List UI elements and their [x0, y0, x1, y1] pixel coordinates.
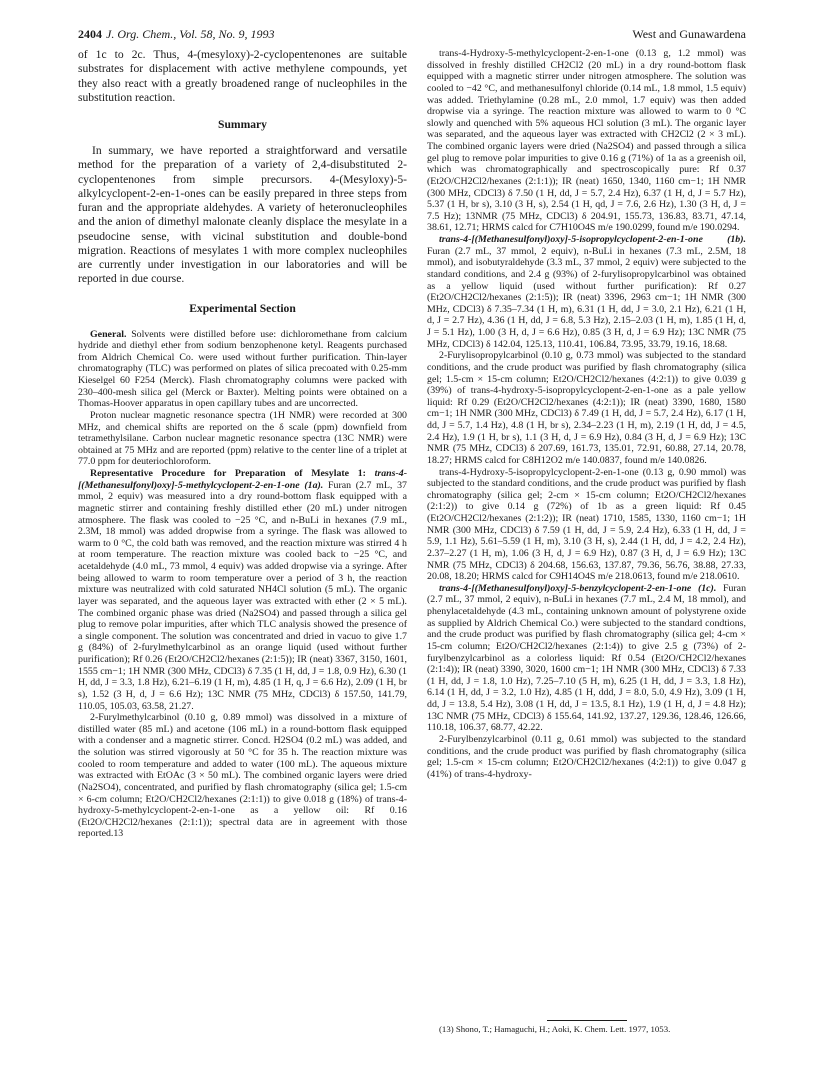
furylisopropylcarbinol-paragraph: 2-Furylisopropylcarbinol (0.10 g, 0.73 mmol) was subjected to the standard conditions, and the crude product was purified by flash chromatography (silica gel; 1.5-cm × 15-cm column; Et2O/CH2Cl2/hexanes (4:2:1)) to give 0.039 g (39%) of trans-4-hydroxy-5-isopropylcyclopent-2-en-1-one as a pale yellow liquid: Rf 0.29 (Et2O/CH2Cl2/hexanes (4:2:1)); IR (neat) 3390, 1680, 1580 cm−1; 1H NMR (300 MHz, CDCl3) δ 7.49 (1 H, dd, J = 5.7, 2.4 Hz), 6.17 (1 H, dd, J = 5.7, 1.4 Hz), 4.8 (1 H, br s), 2.34–2.23 (1 H, m), 2.19 (1 H, dd, J = 4.5, 2.4 Hz), 1.9 (1 H, br s), 1.1 (3 H, d, J = 6.9 Hz), 0.84 (3 H, d, J = 6.9 Hz); 13C NMR (75 MHz, CDCl3) δ 207.69, 161.73, 135.01, 72.91, 60.88, 27.14, 20.78, 18.27; HRMS calcd for C8H12O2 m/e 140.0837, found m/e 140.0826.: [427, 350, 746, 466]
running-header-authors: West and Gunawardena: [632, 27, 746, 41]
journal-citation: J. Org. Chem., Vol. 58, No. 9, 1993: [106, 27, 275, 41]
footnote-13: (13) Shono, T.; Hamaguchi, H.; Aoki, K. Chem. Lett. 1977, 1053.: [439, 1024, 671, 1034]
representative-procedure-paragraph: [78, 468, 407, 712]
representative-procedure-text: Furan (2.7 mL, 37 mmol, 2 equiv) was measured into a dry round-bottom flask equipped with a magnetic stirrer and containing freshly distilled ether (20 mL) under nitrogen atmosphere. The flask was cooled to −25 °C, and n-BuLi in hexanes (7.9 mL, 2.3M, 18 mmol) was added dropwise from a syringe. The flask was allowed to warm to 0 °C, the cold bath was removed, and the reaction mixture was stirred 4 h at room temperature. The reaction mixture was cooled back to −25 °C, and acetaldehyde (4.0 mL, 73 mmol, 4 equiv) was added dropwise via a syringe. After being allowed to warm to room temperature over a period of 3 h, the reaction mixture was neutralized with cold saturated NH4Cl solution (5 mL). The organic layer was separated, and the aqueous layer was extracted with ether (2 × 5 mL). The combined organic phase was dried (Na2SO4) and passed through a silica gel plug to remove polar impurities, after which TLC analysis showed the presence of a single component. The solution was concentrated and dried in vacuo to give 1.7 g (84%) of 2-furylmethylcarbinol as an orange liquid (used without further purification); Rf 0.26 (Et2O/CH2Cl2/hexanes (2:1:5)); IR (neat) 3367, 3150, 1601, 1555 cm−1; 1H NMR (300 MHz, CDCl3) δ 7.35 (1 H, dd, J = 1.8, 0.9 Hz), 6.30 (1 H, dd, J = 3.3, 1.8 Hz), 6.21–6.19 (1 H, m), 4.85 (1 H, q, J = 6.6 Hz), 2.09 (1 H, br s), 1.52 (3 H, d, J = 6.6 Hz); 13C NMR (75 MHz, CDCl3) δ 157.50, 141.79, 110.05, 105.03, 63.58, 21.27.: [78, 479, 407, 712]
compound-1b-paragraph: [427, 234, 746, 350]
furylbenzylcarbinol-paragraph: 2-Furylbenzylcarbinol (0.11 g, 0.61 mmol) was subjected to the standard conditions, and the crude product was purified by flash chromatography (silica gel; 1.5-cm × 15-cm column; Et2O/CH2Cl2/hexanes (4:2:1)) to give 0.047 g (41%) of trans-4-hydroxy-: [427, 733, 746, 780]
right-column: [427, 48, 746, 780]
running-header-left: [78, 26, 275, 42]
compound-1b-name: trans-4-[(Methanesulfonyl)oxy]-5-isopropylcyclopent-2-en-1-one (1b).: [439, 234, 746, 245]
general-text: Solvents were distilled before use: dichloromethane from calcium hydride and diethyl ether from sodium benzophenone ketyl. Reagents purchased from Aldrich Chemical Co. were used without further purification. Thin-layer chromatography (TLC) was performed on plates of silica precoated with 0.25-mm Kieselgel 60 F254 (Merck). Flash chromatography columns were packed with 230–400-mesh silica gel (Merck or Baxter). Melting points were obtained on a Thomas-Hoover apparatus in open capillary tubes and are uncorrected.: [78, 328, 407, 410]
summary-paragraph: In summary, we have reported a straightforward and versatile method for the preparation of a variety of 2,4-disubstituted 2-cyclopentenones from simple precursors. 4-(Mesyloxy)-5-alkylcyclopent-2-en-1-ones can be easily prepared in three steps from furan and the appropriate aldehydes. A variety of heteronucleophiles and the anion of dimethyl malonate cleanly displace the mesylate in a pseudocine sense, with vicinal substitution and double-bond migration. Reactions of mesylates 1 with more complex nucleophiles are currently under investigation in our laboratories and will be reported in due course.: [78, 144, 407, 286]
mesylation-1b-paragraph: trans-4-Hydroxy-5-isopropylcyclopent-2-en-1-one (0.13 g, 0.90 mmol) was subjected to the standard conditions, and the crude product was purified by flash chromatography (silica gel; 2-cm × 15-cm column; Et2O/CH2Cl2/hexanes (2:1:2)) to give 0.14 g (72%) of 1b as a green liquid: Rf 0.45 (Et2O/CH2Cl2/hexanes (2:1:2)); IR (neat) 1710, 1585, 1330, 1160 cm−1; 1H NMR (300 MHz, CDCl3) δ 7.59 (1 H, dd, J = 5.9, 2.4 Hz), 6.33 (1 H, dd, J = 5.9, 1.1 Hz), 5.61–5.59 (1 H, m), 3.10 (3 H, s), 2.44 (1 H, dd, J = 4.2, 2.4 Hz), 2.37–2.27 (1 H, m), 1.06 (3 H, d, J = 6.9 Hz), 0.87 (3 H, d, J = 6.9 Hz); 13C NMR (75 MHz, CDCl3) δ 204.68, 156.63, 137.87, 79.36, 56.76, 38.88, 27.33, 20.08, 18.20; HRMS calcd for C9H14O4S m/e 218.0613, found m/e 218.0610.: [427, 466, 746, 583]
compound-1c-name: trans-4-[(Methanesulfonyl)oxy]-5-benzylcyclopent-2-en-1-one (1c).: [439, 582, 717, 594]
general-paragraph: [78, 329, 407, 410]
nmr-paragraph: Proton nuclear magnetic resonance spectra (1H NMR) were recorded at 300 MHz, and chemical shifts are reported on the δ scale (ppm) downfield from tetramethylsilane. Carbon nuclear magnetic resonance spectra (13C NMR) were obtained at 75 MHz and are reported (ppm) relative to the center line of a triplet at 77.0 ppm for deuteriochloroform.: [78, 409, 407, 468]
compound-1c-paragraph: [427, 583, 746, 734]
general-label: General.: [90, 328, 127, 340]
intro-paragraph: of 1c to 2c. Thus, 4-(mesyloxy)-2-cyclopentenones are suitable substrates for displacement with active methylene compounds, yet they also react with a greatly broadened range of nucleophiles in the substitution reaction.: [78, 48, 407, 104]
compound-1b-text: Furan (2.7 mL, 37 mmol, 2 equiv), n-BuLi in hexanes (7.3 mL, 2.5M, 18 mmol), and isobutyraldehyde (3.3 mL, 37 mmol, 2 equiv) were subjected to the standard conditions, and 2.4 g (93%) of 2-furylisopropylcarbinol was obtained as a yellow liquid (used without further purification): Rf 0.27 (Et2O/CH2Cl2/hexanes (2:1:5)); IR (neat) 3396, 2963 cm−1; 1H NMR (300 MHz, CDCl3) δ 7.35–7.34 (1 H, m), 6.31 (1 H, dd, J = 3.0, 2.1 Hz), 6.21 (1 H, d, J = 2.7 Hz), 4.36 (1 H, dd, J = 6.8, 5.3 Hz), 2.15–2.03 (1 H, m), 1.85 (1 H, d, J = 5.1 Hz), 1.00 (3 H, d, J = 6.6 Hz), 0.85 (3 H, d, J = 6.9 Hz); 13C NMR (75 MHz, CDCl3) δ 142.04, 125.13, 110.41, 106.84, 73.95, 33.79, 19.16, 18.68.: [427, 245, 746, 350]
representative-procedure-label: Representative Procedure for Preparation of Mesylate 1:: [90, 468, 366, 479]
compound-1c-text: Furan (2.7 mL, 37 mmol, 2 equiv), n-BuLi in hexanes (7.7 mL, 2.4 M, 18 mmol), and phenylacetaldehyde (4.3 mL, containing unknown amount of polystyrene oxide as supplied by Aldrich Chemical Co.) were subjected to the standard condtions, and the crude product was purified by flash chromatography (silica gel; 4-cm × 15-cm column; Et2O/CH2Cl2/hexanes (2:1:4)) to give 2.5 g (73%) of 2-furylbenzylcarbinol as a colorless liquid: Rf 0.54 (Et2O/CH2Cl2/hexanes (2:1:4)); IR (neat) 3390, 3020, 1600 cm−1; 1H NMR (300 MHz, CDCl3) δ 7.33 (1 H, dd, J = 1.8, 1.0 Hz), 7.25–7.10 (5 H, m), 6.25 (1 H, dd, J = 3.3, 1.8 Hz), 6.14 (1 H, dd, J = 3.2, 1.0 Hz), 4.85 (1 H, ddd, J = 8.0, 5.0, 4.9 Hz), 3.09 (1 H, dd, J = 13.8, 5.4 Hz), 3.08 (1 H, dd, J = 13.5, 8.1 Hz), 1.9 (1 H, d, J = 4.8 Hz); 13C NMR (75 MHz, CDCl3) δ 155.64, 141.92, 137.27, 129.36, 128.46, 126.66, 110.18, 106.37, 68.77, 42.22.: [427, 582, 747, 734]
page-number: 2404: [78, 27, 102, 41]
compound-1a-name: trans-4-[(Methanesulfonyl)oxy]-5-methylcyclopent-2-en-1-one (1a).: [78, 468, 408, 491]
furylmethylcarbinol-paragraph: 2-Furylmethylcarbinol (0.10 g, 0.89 mmol) was dissolved in a mixture of distilled water (85 mL) and acetone (106 mL) in a round-bottom flask equipped with a condenser and a magnetic stirrer. Concd. H2SO4 (0.2 mL) was added, and the solution was stirred vigorously at 50 °C for 35 h. The reaction mixture was cooled to room temperature and added to water (100 mL). The aqueous mixture was extracted with EtOAc (3 × 50 mL). The combined organic layers were dried (Na2SO4), concentrated, and purified by flash chromatography (silica gel; 1.5-cm × 6-cm column; Et2O/CH2Cl2/hexanes (2:1:1)) to give 0.018 g (18%) of trans-4-hydroxy-5-methylcyclopent-2-en-1-one as a yellow oil: Rf 0.16 (Et2O/CH2Cl2/hexanes (2:1:1)); spectral data are in agreement with those reported.13: [78, 712, 407, 840]
left-column: [78, 48, 407, 840]
summary-heading: Summary: [218, 118, 267, 131]
mesylation-1a-paragraph: trans-4-Hydroxy-5-methylcyclopent-2-en-1-one (0.13 g, 1.2 mmol) was dissolved in freshly distilled CH2Cl2 (20 mL) in a dry round-bottom flask equipped with a magnetic stirrer under nitrogen atmosphere. The solution was cooled to −42 °C, and methanesulfonyl chloride (0.14 mL, 1.8 mmol, 1.5 equiv) was added. Triethylamine (0.28 mL, 2.0 mmol, 1.7 equiv) was then added dropwise via a syringe. The reaction mixture was allowed to warm to 0 °C slowly and quenched with 5% aqueous HCl solution (3 mL). The organic layer was separated, and the aqueous layer was extracted with CH2Cl2 (2 × 3 mL). The combined organic layers were dried (Na2SO4) and passed through a silica gel plug to remove polar impurities to give 0.16 g (71%) of 1a as a greenish oil, which was chromatographically and spectroscopically pure: Rf 0.37 (Et2O/CH2Cl2/hexanes (2:1:1)); IR (neat) 1650, 1340, 1160 cm−1; 1H NMR (300 MHz, CDCl3) δ 7.50 (1 H, dd, J = 5.7, 2.4 Hz), 6.37 (1 H, d, J = 5.7 Hz), 5.37 (1 H, br s), 3.10 (3 H, s), 2.54 (1 H, qd, J = 7.6, 2.6 Hz), 1.30 (3 H, d, J = 7.5 Hz); 13NMR (75 MHz, CDCl3) δ 204.91, 155.73, 136.83, 83.71, 47.14, 38.61, 12.71; HRMS calcd for C7H10O4S m/e 190.0299, found m/e 190.0294.: [427, 48, 746, 234]
footnote-divider: [547, 1020, 627, 1021]
running-header: [78, 26, 746, 42]
experimental-heading: Experimental Section: [189, 301, 296, 315]
